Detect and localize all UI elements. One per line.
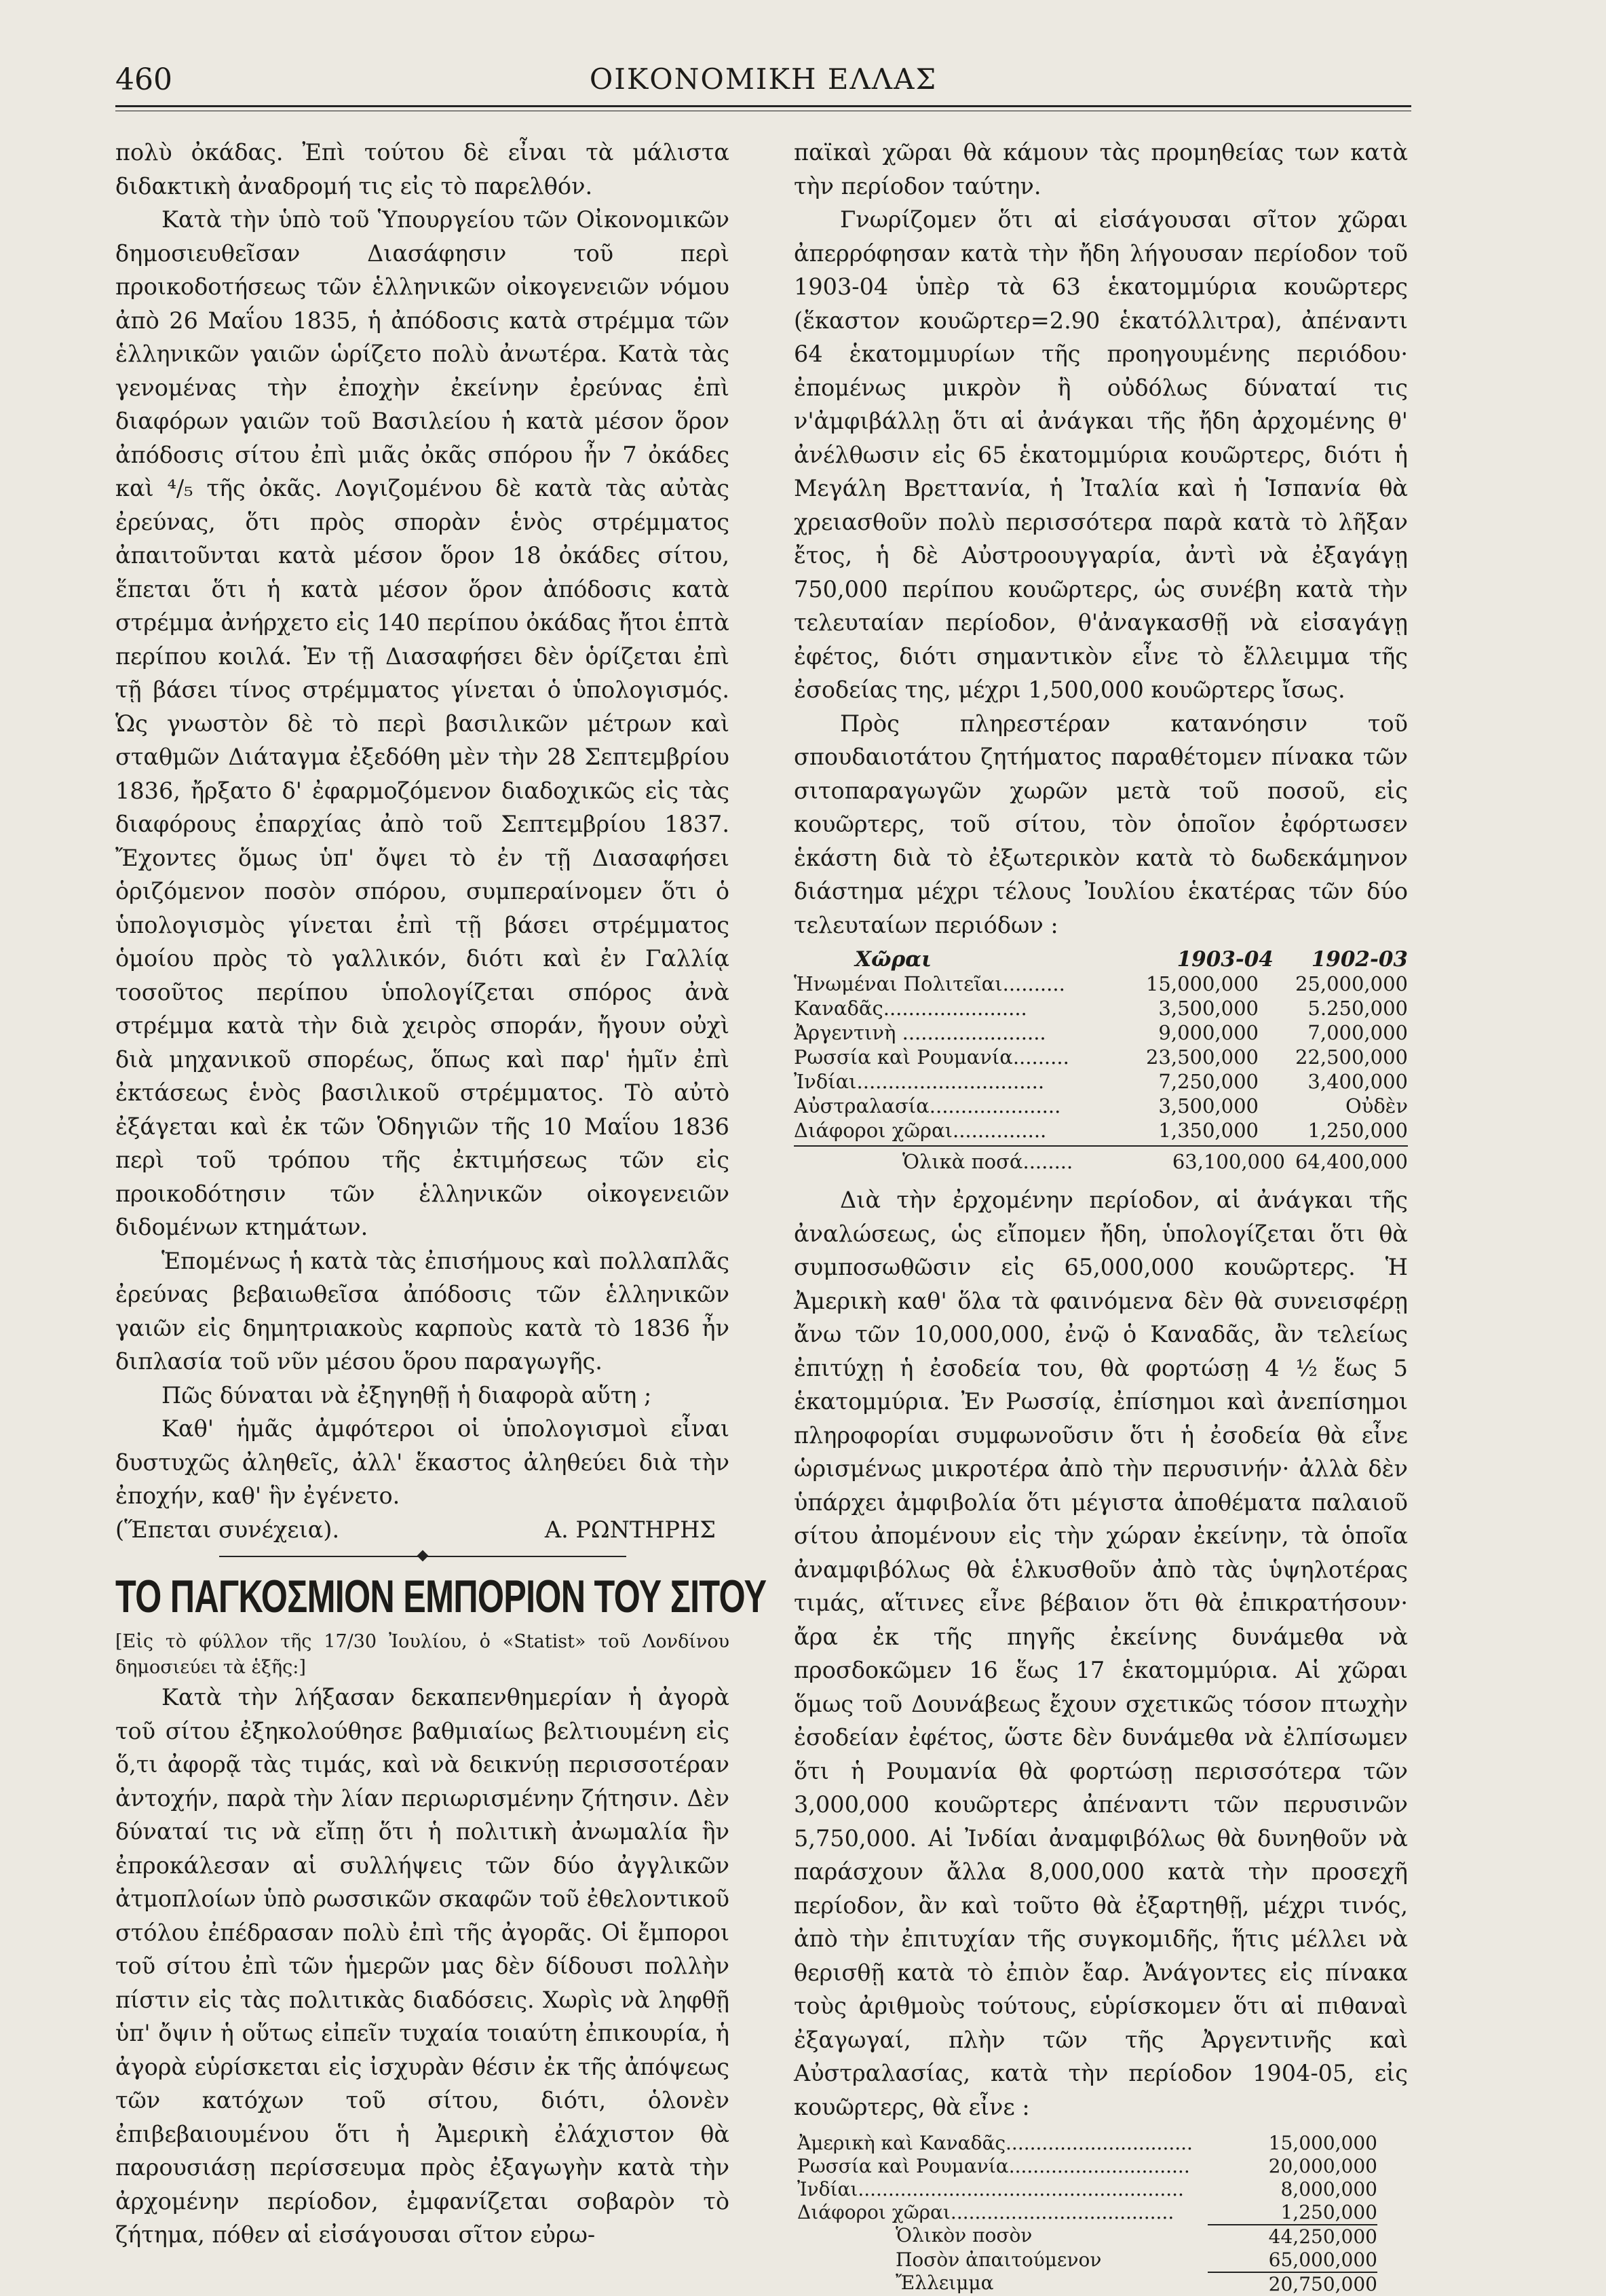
table-total-row xyxy=(794,2224,1408,2249)
paragraph: Πρὸς πληρεστέραν κατανόησιν τοῦ σπουδαιοτάτου ζητήματος παραθέτομεν πίνακα τῶν σιτοπαραγωγῶν χωρῶν μετὰ τοῦ ποσοῦ, εἰς κουῶρτερς, τοῦ σίτου, τὸν ὁποῖον ἐφόρτωσεν ἑκάστη διὰ τὸ ἐξωτερικὸν κατὰ τὸ δωδεκάμηνον διάστημα μέχρι τέλους Ἰουλίου ἑκατέρας τῶν δύο τελευταίων περιόδων : xyxy=(794,710,1408,938)
label-cell: Διάφοροι χῶραι..................................... xyxy=(797,2201,1174,2223)
value-cell: 8,000,000 xyxy=(1280,2178,1377,2200)
label-cell: Ἰνδίαι...................................................... xyxy=(797,2178,1184,2200)
value-cell: 15,000,000 xyxy=(1145,972,1259,995)
value-cell: 20,000,000 xyxy=(1268,2155,1377,2177)
paragraph: Ἑπομένως ἡ κατὰ τὰς ἐπισήμους καὶ πολλαπλᾶς ἐρεύνας βεβαιωθεῖσα ἀπόδοσις τῶν ἑλληνικῶν γαιῶν εἰς δημητριακοὺς καρποὺς κατὰ τὸ 1836 ἦν διπλασία τοῦ νῦν μέσου ὅρου παραγωγῆς. xyxy=(115,1247,729,1375)
required-value: 65,000,000 xyxy=(1268,2249,1377,2271)
table-header-row xyxy=(794,947,1408,972)
diamond-ornament-icon xyxy=(417,1550,428,1562)
table-row xyxy=(794,1045,1408,1069)
article-headline: ΤΟ ΠΑΓΚΟΣΜΙΟΝ ΕΜΠΟΡΙΟΝ ΤΟΥ ΣΙΤΟΥ xyxy=(115,1571,767,1622)
country-cell: Καναδᾶς....................... xyxy=(794,997,1027,1020)
table-row xyxy=(794,2132,1408,2155)
table-row xyxy=(794,2178,1408,2201)
value-cell: 25,000,000 xyxy=(1295,972,1408,995)
header-rule-thick xyxy=(115,105,1411,107)
value-cell: 3,500,000 xyxy=(1158,997,1259,1020)
column-header-1903-04: 1903-04 xyxy=(1177,947,1274,972)
value-cell: 1,250,000 xyxy=(1280,2201,1377,2223)
paragraph: Διὰ τὴν ἐρχομένην περίοδον, αἱ ἀνάγκαι τῆς ἀναλώσεως, ὡς εἴπομεν ἤδη, ὑπολογίζεται ὅτι θὰ συμποσωθῶσιν εἰς 65,000,000 κουῶρτερς. Ἡ Ἀμερικὴ καθ' ὅλα τὰ φαινόμενα δὲν θὰ συνεισφέρῃ ἄνω τῶν 10,000,000, ἐνῷ ὁ Καναδᾶς, ἂν τελείως ἐπιτύχῃ ἡ ἐσοδεία του, θὰ φορτώσῃ 4 ½ ἕως 5 ἑκατομμύρια. Ἐν Ρωσσίᾳ, ἐπίσημοι καὶ ἀνεπίσημοι πληροφορίαι συμφωνοῦσιν ὅτι ἡ ἐσοδεία θὰ εἶνε ὡρισμένως μικροτέρα ἀπὸ τὴν περυσινήν· ἀλλὰ δὲν ὑπάρχει ἀμφιβολία ὅτι μέγιστα ἀποθέματα παλαιοῦ σίτου ἀπομένουν εἰς τὴν χώραν ἐκείνην, τὰ ὁποῖα ἀναμφιβόλως θὰ ἑλκυσθοῦν ἀπὸ τὰς ὑψηλοτέρας τιμάς, αἵτινες εἶνε βέβαιον ὅτι θὰ ἐπικρατήσουν· ἄρα ἐκ τῆς πηγῆς ἐκείνης δυνάμεθα νὰ προσδοκῶμεν 16 ἕως 17 ἑκατομμύρια. Αἱ χῶραι ὅμως τοῦ Δουνάβεως ἔχουν σχετικῶς τόσον πτωχὴν ἐσοδείαν ἐφέτος, ὥστε δὲν δυνάμεθα νὰ ἐλπίσωμεν ὅτι ἡ Ρουμανία θὰ φορτώσῃ περισσότερα τῶν 3,000,000 κουῶρτερς ἀπέναντι τῶν περυσινῶν 5,750,000. Αἱ Ἰνδίαι ἀναμφιβόλως θὰ δυνηθοῦν νὰ παράσχουν ἄλλα 8,000,000 κατὰ τὴν προσεχῆ περίοδον, ἂν καὶ τοῦτο θὰ ἐξαρτηθῇ, μέχρι τινός, ἀπὸ τὴν ἐπιτυχίαν τῆς συγκομιδῆς, ἥτις μέλλει νὰ θερισθῇ κατὰ τὸ ἐπιὸν ἔαρ. Ἀνάγοντες εἰς πίνακα τοὺς ἀριθμοὺς τούτους, εὑρίσκομεν ὅτι αἱ πιθαναὶ ἐξαγωγαί, πλὴν τῶν τῆς Ἀργεντινῆς καὶ Αὐστραλασίας, κατὰ τὴν περίοδον 1904-05, εἰς κουῶρτερς, θὰ εἶνε : xyxy=(794,1187,1408,2120)
paragraph: παϊκαὶ χῶραι θὰ κάμουν τὰς προμηθείας των κατὰ τὴν περίοδον ταύτην. xyxy=(794,139,1408,199)
value-cell: 3,500,000 xyxy=(1158,1094,1259,1117)
value-cell: 15,000,000 xyxy=(1268,2132,1377,2154)
paragraph: Καθ' ἡμᾶς ἀμφότεροι οἱ ὑπολογισμοὶ εἶναι δυστυχῶς ἀληθεῖς, ἀλλ' ἕκαστος ἀληθεύει διὰ τὴν ἐποχήν, καθ' ἣν ἐγένετο. xyxy=(115,1415,729,1509)
value-cell: 9,000,000 xyxy=(1158,1021,1259,1044)
country-cell: Ἡνωμέναι Πολιτεῖαι.......... xyxy=(794,972,1065,995)
paragraph: Κατὰ τὴν λήξασαν δεκαπενθημερίαν ἡ ἀγορὰ τοῦ σίτου ἐξηκολούθησε βαθμιαίως βελτιουμένη εἰς ὅ,τι ἀφορᾷ τὰς τιμάς, καὶ νὰ δεικνύῃ περισσοτέραν ἀντοχήν, παρὰ τὴν λίαν περιωρισμένην ζήτησιν. Δὲν δύναταί τις νὰ εἴπῃ ὅτι ἡ πολιτικὴ ἀνωμαλία ἣν ἐπροκάλεσαν αἱ συλλήψεις τῶν δύο ἀγγλικῶν ἀτμοπλοίων ὑπὸ ρωσσικῶν σκαφῶν τοῦ ἐθελοντικοῦ στόλου ἐπέδρασαν πολὺ ἐπὶ τῆς ἀγορᾶς. Οἱ ἔμποροι τοῦ σίτου ἐπὶ τῶν ἡμερῶν μας δὲν δίδουσι πολλὴν πίστιν εἰς τὰς πολιτικὰς διαδόσεις. Χωρὶς νὰ ληφθῇ ὑπ' ὄψιν ἡ οὕτως εἰπεῖν τυχαία τοιαύτη ἐπικουρία, ἡ ἀγορὰ εὑρίσκεται εἰς ἰσχυρὰν θέσιν ἐκ τῆς ἀπόψεως τῶν κατόχων τοῦ σίτου, διότι, ὁλονὲν ἐπιβεβαιουμένου ὅτι ἡ Ἀμερικὴ ἐλάχιστον θὰ παρουσιάσῃ περίσσευμα πρὸς ἐξαγωγὴν κατὰ τὴν ἀρχομένην περίοδον, ἐμφανίζεται σοβαρὸν τὸ ζήτημα, πόθεν αἱ εἰσάγουσαι σῖτον εὐρω- xyxy=(115,1684,729,2248)
required-label: Ποσὸν ἀπαιτούμενον xyxy=(896,2249,1102,2271)
value-cell: 22,500,000 xyxy=(1295,1046,1408,1069)
table-row xyxy=(794,2155,1408,2178)
value-cell: 1,350,000 xyxy=(1158,1119,1259,1142)
total-value: 64,400,000 xyxy=(1295,1150,1409,1173)
column-header-1902-03: 1902-03 xyxy=(1311,947,1408,972)
value-cell: 7,250,000 xyxy=(1158,1070,1259,1093)
label-cell: Ρωσσία καὶ Ρουμανία.............................. xyxy=(797,2155,1190,2177)
table-row xyxy=(794,1118,1408,1143)
paragraph: Πῶς δύναται νὰ ἐξηγηθῇ ἡ διαφορὰ αὕτη ; xyxy=(161,1381,652,1409)
paragraph: Κατὰ τὴν ὑπὸ τοῦ Ὑπουργείου τῶν Οἰκονομικῶν δημοσιευθεῖσαν Διασάφησιν τοῦ περὶ προικοδοτήσεως τῶν ἑλληνικῶν οἰκογενειῶν νόμου ἀπὸ 26 Μαΐου 1835, ἡ ἀπόδοσις κατὰ στρέμμα τῶν ἑλληνικῶν γαιῶν ὡρίζετο πολὺ ἀνωτέρα. Κατὰ τὰς γενομένας τὴν ἐποχὴν ἐκείνην ἐρεύνας ἐπὶ διαφόρων γαιῶν τοῦ Βασιλείου ἡ κατὰ μέσον ὅρον ἀπόδοσις σίτου ἐπὶ μιᾶς ὀκᾶς σπόρου ἦν 7 ὀκάδες καὶ ⁴/₅ τῆς ὀκᾶς. Λογιζομένου δὲ κατὰ τὰς αὐτὰς ἐρεύνας, ὅτι πρὸς σπορὰν ἑνὸς στρέμματος ἀπαιτοῦνται κατὰ μέσον ὅρον 18 ὀκάδες σίτου, ἕπεται ὅτι ἡ κατὰ μέσον ὅρον ἀπόδοσις κατὰ στρέμμα ἀνήρχετο εἰς 140 περίπου ὀκάδας ἤτοι ἑπτὰ περίπου κοιλά. Ἐν τῇ Διασαφήσει δὲν ὁρίζεται ἐπὶ τῇ βάσει τίνος στρέμματος γίνεται ὁ ὑπολογισμός. Ὡς γνωστὸν δὲ τὸ περὶ βασιλικῶν μέτρων καὶ σταθμῶν Διάταγμα ἐξεδόθη μὲν τὴν 28 Σεπτεμβρίου 1836, ἤρξατο δ' ἐφαρμοζόμενον διαδοχικῶς εἰς τὰς διαφόρους ἐπαρχίας ἀπὸ τοῦ Σεπτεμβρίου 1837. Ἔχοντες ὅμως ὑπ' ὄψει τὸ ἐν τῇ Διασαφήσει ὁριζόμενον ποσὸν σπόρου, συμπεραίνομεν ὅτι ὁ ὑπολογισμὸς γίνεται ἐπὶ τῇ βάσει στρέμματος ὁμοίου πρὸς τὸ γαλλικόν, διότι καὶ ἐν Γαλλίᾳ τοσοῦτος περίπου ὑπολογίζεται σπόρος ἀνὰ στρέμμα κατὰ τὴν διὰ χειρὸς σποράν, ἤγουν οὐχὶ διὰ μηχανικοῦ σπορέως, ὅπως καὶ παρ' ἡμῖν ἐπὶ ἐκτάσεως ἑνὸς βασιλικοῦ στρέμματος. Τὸ αὐτὸ ἐξάγεται καὶ ἐκ τῶν Ὁδηγιῶν τῆς 10 Μαΐου 1836 περὶ τοῦ τρόπου τῆς ἐκτιμήσεως τῶν εἰς προικοδότησιν τῶν ἑλληνικῶν οἰκογενειῶν διδομένων κτημάτων. xyxy=(115,206,729,1240)
value-cell: 3,400,000 xyxy=(1307,1070,1408,1093)
right-column xyxy=(794,136,1408,2296)
country-cell: Αὐστραλασία..................... xyxy=(794,1094,1061,1117)
table-row xyxy=(794,972,1408,996)
value-cell: 23,500,000 xyxy=(1145,1046,1259,1069)
value-cell: Οὐδὲν xyxy=(1345,1094,1408,1117)
table-row xyxy=(794,996,1408,1020)
total-label: Ὁλικὰ ποσά........ xyxy=(902,1150,1073,1173)
country-cell: Διάφοροι χῶραι............... xyxy=(794,1119,1047,1142)
total-value: 44,250,000 xyxy=(1208,2224,1377,2249)
author-name: Α. ΡΩΝΤΗΡΗΣ xyxy=(544,1516,716,1543)
running-header xyxy=(115,62,1411,103)
table-row xyxy=(794,1069,1408,1094)
value-cell: 1,250,000 xyxy=(1307,1119,1408,1142)
paragraph: Γνωρίζομεν ὅτι αἱ εἰσάγουσαι σῖτον χῶραι ἀπερρόφησαν κατὰ τὴν ἤδη λήγουσαν περίοδον τοῦ 1903-04 ὑπὲρ τὰ 63 ἑκατομμύρια κουῶρτερς (ἕκαστον κουῶρτερ=2.90 ἑκατόλλιτρα), ἀπέναντι 64 ἑκατομμυρίων τῆς προηγουμένης περιόδου· ἐπομένως μικρὸν ἢ οὐδόλως δύναταί τις ν'ἀμφιβάλλῃ ὅτι αἱ ἀνάγκαι τῆς ἤδη ἀρχομένης θ' ἀνέλθωσιν εἰς 65 ἑκατομμύρια κουῶρτερς, διότι ἡ Μεγάλη Βρεττανία, ἡ Ἰταλία καὶ ἡ Ἱσπανία θὰ χρειασθοῦν πολὺ περισσότερα παρὰ κατὰ τὸ λῆξαν ἔτος, ἡ δὲ Αὐστροουγγαρία, ἀντὶ νὰ ἐξαγάγῃ 750,000 περίπου κουῶρτερς, ὡς συνέβη κατὰ τὴν τελευταίαν περίοδον, θ'ἀναγκασθῇ νὰ εἰσαγάγῃ ἐφέτος, διότι σημαντικὸν εἶνε τὸ ἔλλειμμα τῆς ἐσοδείας της, μέχρι 1,500,000 κουῶρτερς ἴσως. xyxy=(794,206,1408,703)
paragraph: πολὺ ὀκάδας. Ἐπὶ τούτου δὲ εἶναι τὰ μάλιστα διδακτικὴ ἀναδρομή τις εἰς τὸ παρελθόν. xyxy=(115,139,729,199)
table-row xyxy=(794,2201,1408,2224)
value-cell: 5.250,000 xyxy=(1307,997,1408,1020)
column-header-countries: Χῶραι xyxy=(855,947,932,972)
page-number: 460 xyxy=(115,62,172,97)
table-row xyxy=(794,1094,1408,1118)
projected-exports-table xyxy=(794,2132,1408,2296)
table-required-row xyxy=(794,2249,1408,2272)
table-deficit-row xyxy=(794,2272,1408,2296)
label-cell: Ἀμερικὴ καὶ Καναδᾶς............................... xyxy=(797,2132,1193,2154)
article-signature xyxy=(115,1513,729,1547)
deficit-label: Ἔλλειμμα xyxy=(896,2272,994,2294)
table-total-row xyxy=(794,1145,1408,1174)
wheat-exports-table xyxy=(794,947,1408,1174)
section-divider xyxy=(219,1556,626,1557)
total-label: Ὁλικὸν ποσὸν xyxy=(896,2224,1033,2246)
deficit-value: 20,750,000 xyxy=(1208,2272,1377,2296)
country-cell: Ἀργεντινὴ ....................... xyxy=(794,1021,1046,1044)
source-note: [Εἰς τὸ φύλλον τῆς 17/30 Ἰουλίου, ὁ «Statist» τοῦ Λονδίνου δημοσιεύει τὰ ἑξῆς:] xyxy=(115,1631,729,1678)
country-cell: Ἰνδίαι.............................. xyxy=(794,1070,1045,1093)
total-value: 63,100,000 xyxy=(1172,1150,1285,1173)
table-row xyxy=(794,1020,1408,1045)
running-title: ΟΙΚΟΝΟΜΙΚΗ ΕΛΛΑΣ xyxy=(589,62,938,96)
continued-note: (Ἕπεται συνέχεια). xyxy=(115,1516,340,1543)
left-column xyxy=(115,136,767,2252)
country-cell: Ρωσσία καὶ Ρουμανία......... xyxy=(794,1046,1069,1069)
value-cell: 7,000,000 xyxy=(1307,1021,1408,1044)
